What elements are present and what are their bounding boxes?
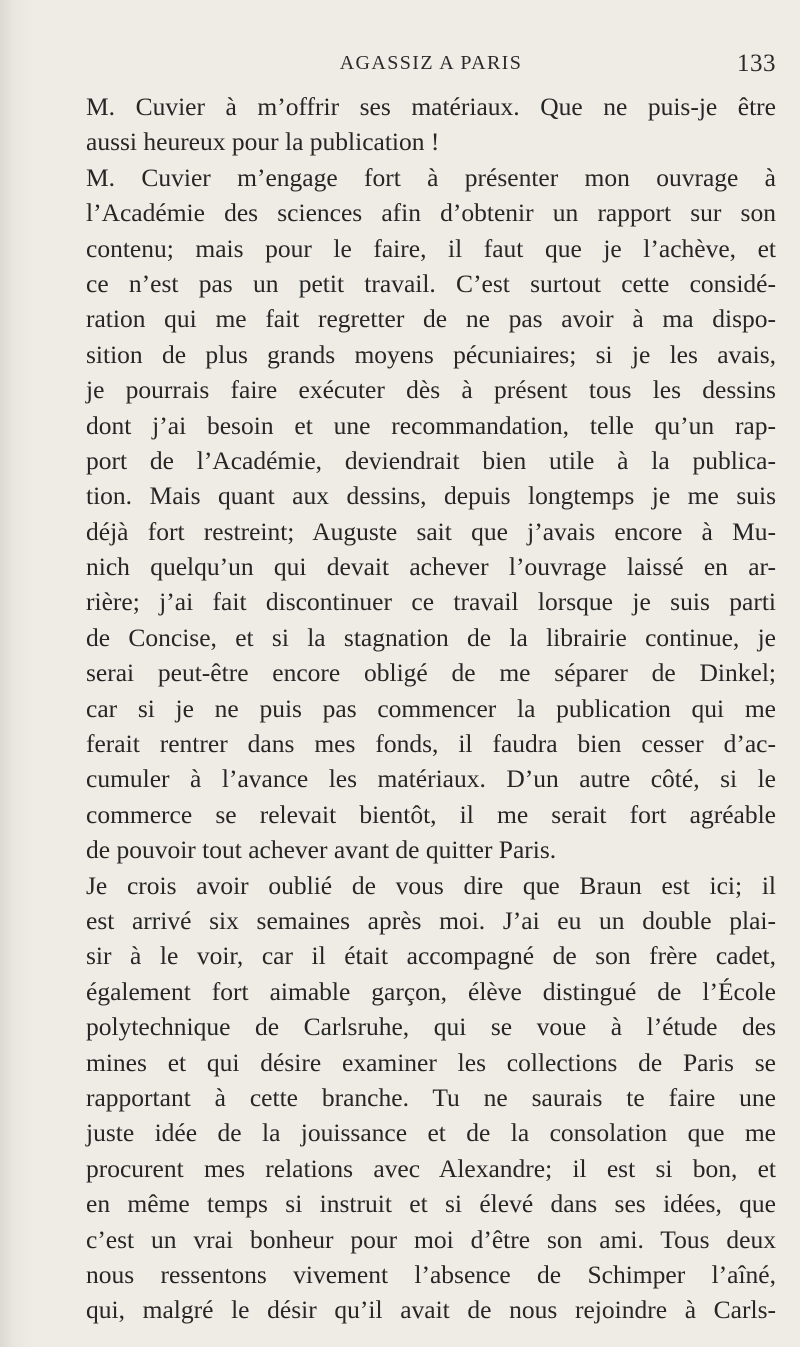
text-line: sir à le voir, car il était accompagné de son frère cadet, bbox=[86, 941, 776, 971]
text-line: déjà fort restreint; Auguste sait que j’avais encore à Mu- bbox=[86, 516, 776, 546]
text-line: contenu; mais pour le faire, il faut que je l’achève, et bbox=[86, 233, 776, 263]
running-title: AGASSIZ A PARIS bbox=[339, 52, 523, 74]
text-line: l’Académie des sciences afin d’obtenir un rapport sur son bbox=[86, 198, 776, 228]
text-line: ce n’est pas un petit travail. C’est surtout cette considé- bbox=[86, 268, 776, 298]
text-line: polytechnique de Carlsruhe, qui se voue à l’étude des bbox=[86, 1012, 776, 1042]
text-line: Je crois avoir oublié de vous dire que Braun est ici; il bbox=[86, 870, 776, 900]
text-line: ferait rentrer dans mes fonds, il faudra bien cesser d’ac- bbox=[86, 729, 776, 759]
text-line: en même temps si instruit et si élevé dans ses idées, que bbox=[86, 1189, 776, 1219]
text-line: commerce se relevait bientôt, il me serait fort agréable bbox=[86, 799, 776, 829]
text-line: nous ressentons vivement l’absence de Schimper l’aîné, bbox=[86, 1259, 776, 1289]
text-line: M. Cuvier à m’offrir ses matériaux. Que ne puis-je être bbox=[86, 92, 776, 121]
text-line: c’est un vrai bonheur pour moi d’être son ami. Tous deux bbox=[86, 1224, 776, 1254]
text-line: est arrivé six semaines après moi. J’ai eu un double plai- bbox=[86, 905, 776, 935]
text-line: sition de plus grands moyens pécuniaires; si je les avais, bbox=[86, 339, 776, 369]
text-line: je pourrais faire exécuter dès à présent tous les dessins bbox=[86, 375, 776, 405]
text-line: nich quelqu’un qui devait achever l’ouvrage laissé en ar- bbox=[86, 552, 776, 582]
text-line: dont j’ai besoin et une recommandation, telle qu’un rap- bbox=[86, 410, 776, 440]
text-line: également fort aimable garçon, élève distingué de l’École bbox=[86, 976, 776, 1006]
text-line: juste idée de la jouissance et de la consolation que me bbox=[86, 1118, 776, 1148]
text-line: ration qui me fait regretter de ne pas avoir à ma dispo- bbox=[86, 304, 776, 334]
text-line: de Concise, et si la stagnation de la librairie continue, je bbox=[86, 622, 776, 652]
text-line: rapportant à cette branche. Tu ne saurais te faire une bbox=[86, 1082, 776, 1112]
text-line: de pouvoir tout achever avant de quitter Paris. bbox=[86, 835, 557, 865]
text-line: aussi heureux pour la publication ! bbox=[86, 127, 440, 157]
page-number: 133 bbox=[737, 50, 776, 77]
text-line: procurent mes relations avec Alexandre; il est si bon, et bbox=[86, 1153, 776, 1183]
text-line: tion. Mais quant aux dessins, depuis longtemps je me suis bbox=[86, 481, 776, 511]
text-line: mines et qui désire examiner les collections de Paris se bbox=[86, 1047, 776, 1077]
text-line: car si je ne puis pas commencer la publication qui me bbox=[86, 693, 776, 723]
text-line: serai peut-être encore obligé de me séparer de Dinkel; bbox=[86, 658, 776, 688]
text-line: qui, malgré le désir qu’il avait de nous rejoindre à Carls- bbox=[86, 1295, 776, 1325]
running-head bbox=[86, 52, 776, 84]
text-line: rière; j’ai fait discontinuer ce travail lorsque je suis parti bbox=[86, 587, 776, 617]
text-line: cumuler à l’avance les matériaux. D’un autre côté, si le bbox=[86, 764, 776, 794]
text-line: M. Cuvier m’engage fort à présenter mon ouvrage à bbox=[86, 162, 776, 192]
body-text bbox=[86, 89, 776, 1328]
text-line: port de l’Académie, deviendrait bien utile à la publica- bbox=[86, 445, 776, 475]
